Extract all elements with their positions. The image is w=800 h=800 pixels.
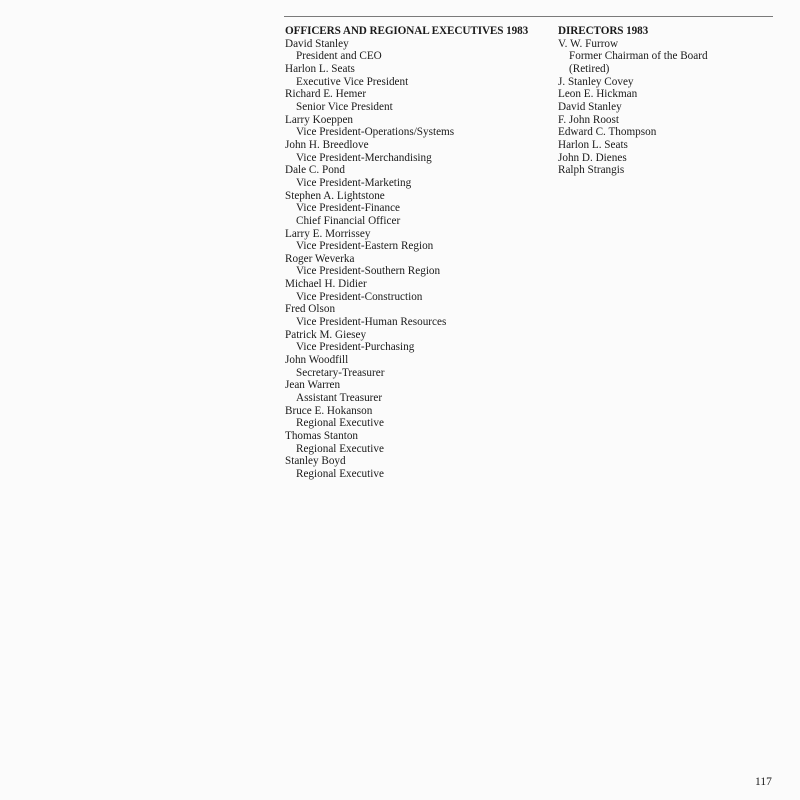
person-name: John H. Breedlove — [285, 138, 369, 151]
top-rule — [284, 16, 773, 17]
person-title: Regional Executive — [296, 442, 384, 455]
person-title: Vice President-Marketing — [296, 176, 412, 189]
person-title: (Retired) — [569, 62, 610, 75]
list-item — [285, 114, 545, 139]
person-name: F. John Roost — [558, 113, 619, 126]
list-item — [558, 126, 773, 139]
person-title: Vice President-Operations/Systems — [296, 126, 455, 139]
person-title: Chief Financial Officer — [296, 214, 401, 227]
directors-column — [558, 25, 773, 177]
person-title: Assistant Treasurer — [296, 392, 383, 405]
person-name: Thomas Stanton — [285, 430, 359, 442]
person-title: Vice President-Construction — [296, 290, 423, 303]
person-name: Larry E. Morrissey — [285, 227, 371, 240]
person-name: Harlon L. Seats — [285, 62, 355, 75]
officers-heading: OFFICERS AND REGIONAL EXECUTIVES 1983 — [285, 25, 529, 37]
person-name: Jean Warren — [285, 379, 341, 392]
directors-list — [558, 38, 773, 177]
person-name: David Stanley — [285, 37, 349, 50]
officers-list — [285, 38, 545, 481]
list-item — [558, 139, 773, 152]
list-item — [558, 114, 773, 127]
list-item — [285, 164, 545, 189]
list-item — [285, 329, 545, 354]
list-item — [285, 190, 545, 228]
page-number: 117 — [755, 776, 772, 788]
list-item — [285, 430, 545, 455]
person-name: Edward C. Thompson — [558, 126, 657, 139]
list-item — [558, 38, 773, 76]
person-title: Vice President-Human Resources — [296, 316, 447, 329]
person-title: Senior Vice President — [296, 100, 393, 113]
person-name: Patrick M. Giesey — [285, 328, 367, 341]
person-name: John D. Dienes — [558, 151, 627, 164]
directors-heading: DIRECTORS 1983 — [558, 25, 649, 37]
list-item — [558, 164, 773, 177]
person-title: Regional Executive — [296, 467, 384, 480]
person-name: Harlon L. Seats — [558, 138, 628, 151]
person-name: Richard E. Hemer — [285, 88, 367, 101]
person-name: David Stanley — [558, 100, 622, 113]
person-name: Fred Olson — [285, 303, 336, 316]
person-name: Leon E. Hickman — [558, 88, 638, 101]
list-item — [285, 139, 545, 164]
person-name: Bruce E. Hokanson — [285, 404, 373, 417]
list-item — [285, 354, 545, 379]
list-item — [285, 379, 545, 404]
person-name: Roger Weverka — [285, 252, 355, 265]
person-name: John Woodfill — [285, 354, 349, 367]
person-title: Vice President-Eastern Region — [296, 240, 434, 253]
person-title: Secretary-Treasurer — [296, 366, 385, 379]
person-name: Dale C. Pond — [285, 164, 345, 177]
list-item — [558, 152, 773, 165]
list-item — [285, 63, 545, 88]
person-name: Ralph Strangis — [558, 164, 625, 177]
list-item — [558, 76, 773, 89]
officers-column — [285, 25, 545, 481]
person-title: Vice President-Finance — [296, 202, 401, 215]
person-title: Vice President-Purchasing — [296, 341, 415, 354]
list-item — [558, 101, 773, 114]
person-title: Former Chairman of the Board — [569, 50, 708, 63]
list-item — [285, 405, 545, 430]
person-name: Larry Koeppen — [285, 113, 354, 126]
person-name: Michael H. Didier — [285, 278, 367, 291]
person-name: Stanley Boyd — [285, 455, 346, 468]
person-title: President and CEO — [296, 50, 382, 63]
list-item — [285, 228, 545, 253]
person-title: Vice President-Merchandising — [296, 151, 432, 164]
person-title: Vice President-Southern Region — [296, 265, 441, 278]
list-item — [285, 38, 545, 63]
person-name: J. Stanley Covey — [558, 75, 634, 88]
person-title: Executive Vice President — [296, 75, 409, 88]
person-name: V. W. Furrow — [558, 37, 619, 50]
list-item — [285, 303, 545, 328]
list-item — [285, 278, 545, 303]
list-item — [285, 455, 545, 480]
list-item — [285, 253, 545, 278]
person-title: Regional Executive — [296, 417, 384, 430]
list-item — [285, 88, 545, 113]
list-item — [558, 88, 773, 101]
person-name: Stephen A. Lightstone — [285, 189, 385, 202]
